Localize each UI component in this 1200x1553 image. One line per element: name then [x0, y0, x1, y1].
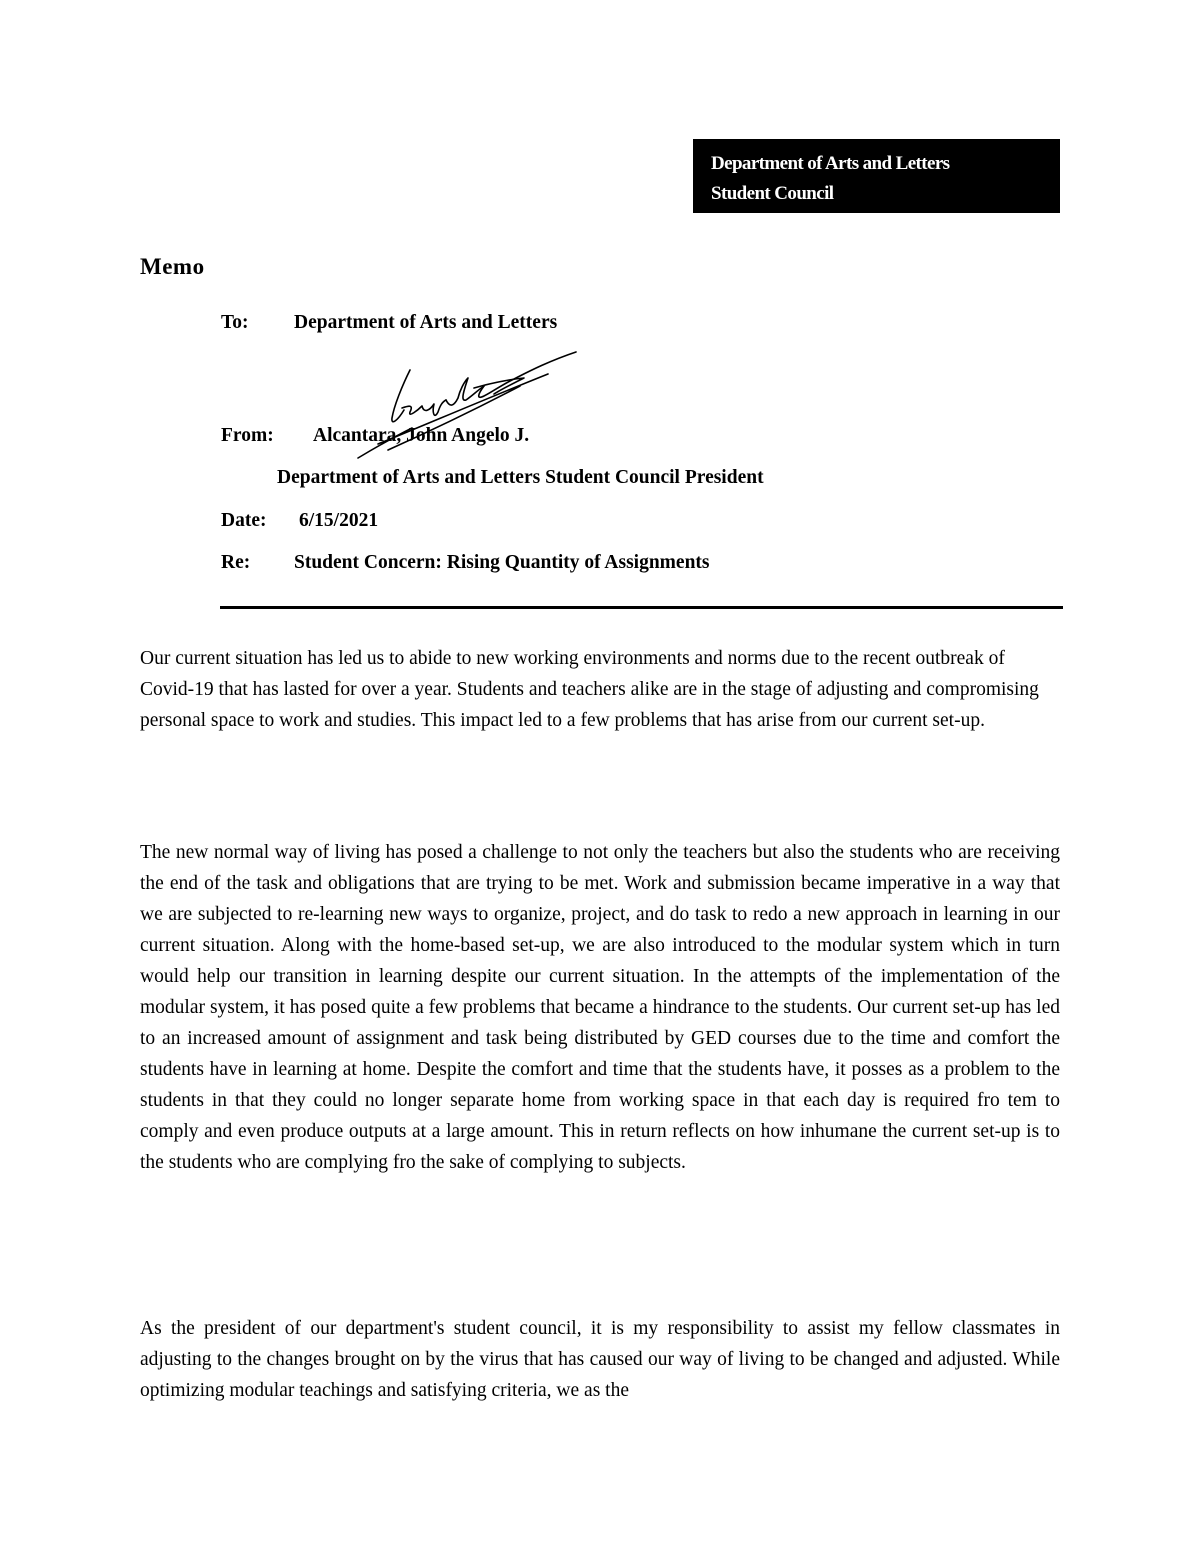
body-paragraph-1: Our current situation has led us to abide to new working environments and norms due to the recent outbreak of Covid-19 that has lasted for over a year. Students and teachers alike are in the stage of adjusting and compromising personal space to work and studies. This impact led to a few problems that has arise from our current set-up. [140, 648, 1039, 731]
from-label: From: [221, 425, 274, 446]
organization-header-box [693, 139, 1060, 213]
signature-icon [348, 346, 578, 464]
header-line-department: Department of Arts and Letters [711, 153, 950, 174]
re-label: Re: [221, 552, 251, 573]
date-label: Date: [221, 510, 267, 531]
from-value: Alcantara, John Angelo J. [313, 425, 530, 446]
body-paragraph-3: As the president of our department's student council, it is my responsibility to assist my fellow classmates in adjusting to the changes brought on by the virus that has caused our way of living to be changed and adjusted. While optimizing modular teachings and satisfying criteria, we as the [140, 1318, 1060, 1401]
to-label: To: [221, 312, 249, 333]
re-value: Student Concern: Rising Quantity of Assignments [294, 552, 710, 573]
from-position-text: Department of Arts and Letters Student Council President [277, 467, 764, 488]
to-value: Department of Arts and Letters [294, 312, 558, 333]
body-paragraph-2: The new normal way of living has posed a challenge to not only the teachers but also the students who are receiving the end of the task and obligations that are trying to be met. Work and submission became imperative in a way that we are subjected to re-learning new ways to organize, project, and do task to redo a new approach in learning in our current situation. Along with the home-based set-up, we are also introduced to the modular system which in turn would help our transition in learning despite our current situation. In the attempts of the implementation of the modular system, it has posed quite a few problems that became a hindrance to the students. Our current set-up has led to an increased amount of assignment and task being distributed by GED courses due to the time and comfort the students have in learning at home. Despite the comfort and time that the students have, it posses as a problem to the students in that they could no longer separate home from working space in that each day is required fro tem to comply and even produce outputs at a large amount. This in return reflects on how inhumane the current set-up is to the students who are complying fro the sake of complying to subjects. [140, 842, 1060, 1173]
header-line-council: Student Council [711, 183, 834, 204]
memo-title: Memo [140, 254, 205, 279]
date-value: 6/15/2021 [299, 510, 379, 531]
header-divider [220, 606, 1063, 609]
